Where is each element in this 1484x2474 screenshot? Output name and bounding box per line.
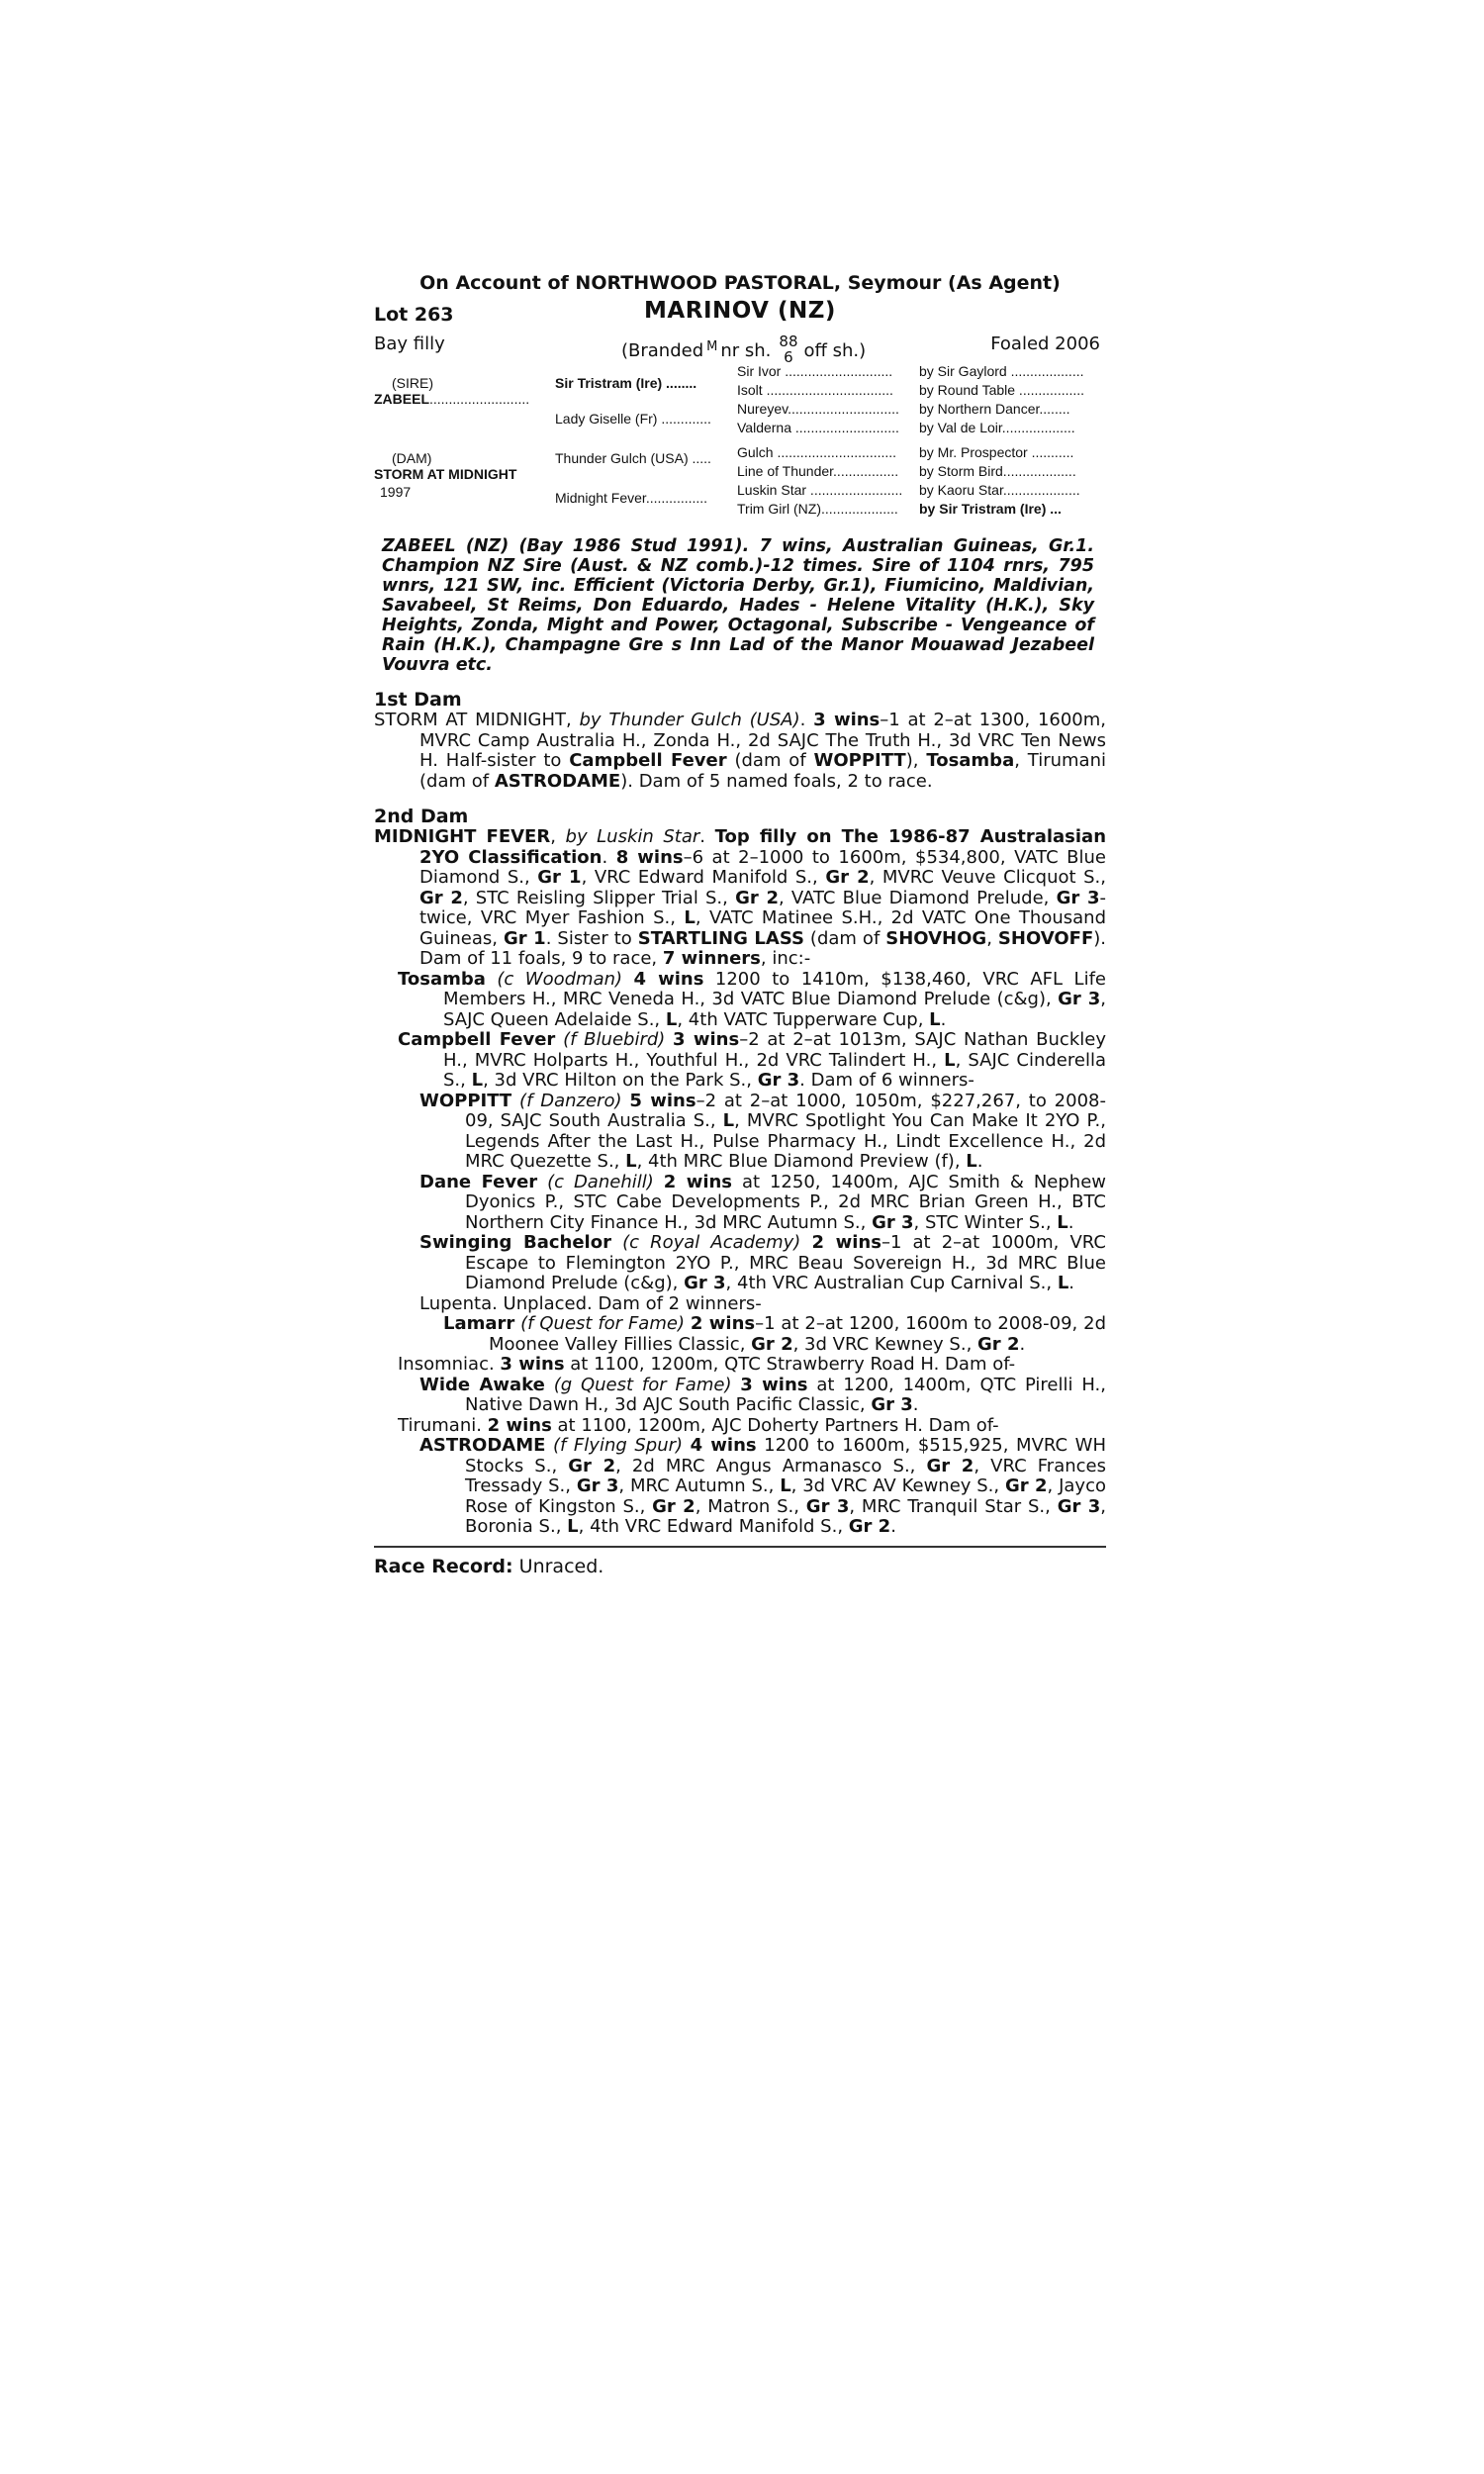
pedigree-gen3-item: Trim Girl (NZ).................... bbox=[737, 501, 898, 517]
catalogue-page bbox=[374, 272, 1106, 1577]
pedigree-gen2-item: Sir Tristram (Ire) ........ bbox=[555, 375, 697, 391]
sire-dots: .......................... bbox=[429, 391, 530, 407]
dam-label: (DAM) bbox=[392, 450, 432, 466]
sire-name-text: ZABEEL bbox=[374, 391, 429, 407]
race-record bbox=[374, 1556, 1106, 1577]
brand-row bbox=[374, 328, 1106, 366]
pedigree-gen4-item: by Northern Dancer........ bbox=[919, 401, 1070, 417]
brand-number bbox=[779, 333, 797, 365]
pedigree-gen4-item: by Val de Loir................... bbox=[919, 420, 1075, 435]
lot-number: Lot 263 bbox=[374, 304, 454, 326]
second-dam-entry: Lupenta. Unplaced. Dam of 2 winners- bbox=[419, 1292, 762, 1314]
pedigree-gen4-item: by Kaoru Star.................... bbox=[919, 482, 1080, 498]
brand-mark: M bbox=[706, 339, 718, 354]
horse-name: MARINOV (NZ) bbox=[644, 298, 836, 324]
pedigree-gen2-item: Lady Giselle (Fr) ............. bbox=[555, 411, 711, 427]
pedigree-gen3-item: Nureyev............................. bbox=[737, 401, 899, 417]
second-dam-entry: Dane Fever (c Danehill) 2 wins at 1250, 1400m, AJC Smith & Nephew Dyonics P., STC Cabe Developments P., 2d MRC Brian Green H., BTC Northern City Finance H., 3d MRC Autumn S., Gr 3, STC Winter S., L. bbox=[419, 1171, 1106, 1233]
agent-line: On Account of NORTHWOOD PASTORAL, Seymour (As Agent) bbox=[419, 272, 1061, 294]
second-dam-entry: Campbell Fever (f Bluebird) 3 wins–2 at 2–at 1013m, SAJC Nathan Buckley H., MVRC Holparts H., Youthful H., 2d VRC Talindert H., L, SAJC Cinderella S., L, 3d VRC Hilton on the Park S., Gr 3. Dam of 6 winners- bbox=[398, 1029, 1106, 1091]
pedigree-gen2-item: Midnight Fever................ bbox=[555, 490, 708, 506]
sire-label: (SIRE) bbox=[392, 375, 433, 391]
brand-suffix: off sh.) bbox=[803, 340, 867, 361]
second-dam-heading: 2nd Dam bbox=[374, 806, 469, 827]
sex-colour: Bay filly bbox=[374, 333, 445, 354]
brand-number-bottom: 6 bbox=[784, 348, 793, 366]
second-dam-entry: WOPPITT (f Danzero) 5 wins–2 at 2–at 1000, 1050m, $227,267, to 2008-09, SAJC South Australia S., L, MVRC Spotlight You Can Make It 2YO P., Legends After the Last H., Pulse Pharmacy H., Lindt Excellence H., 2d MRC Quezette S., L, 4th MRC Blue Diamond Preview (f), L. bbox=[419, 1090, 1106, 1172]
pedigree-gen3-item: Valderna ........................... bbox=[737, 420, 899, 435]
second-dam-list bbox=[374, 827, 1106, 1538]
pedigree-gen3-item: Isolt ................................. bbox=[737, 382, 893, 398]
divider bbox=[374, 1546, 1106, 1548]
pedigree-gen4-item: by Sir Tristram (Ire) ... bbox=[919, 501, 1062, 517]
pedigree-gen4-item: by Round Table ................. bbox=[919, 382, 1085, 398]
second-dam-entry: Tosamba (c Woodman) 4 wins 1200 to 1410m, $138,460, VRC AFL Life Members H., MRC Veneda H., 3d VATC Blue Diamond Prelude (c&g), Gr 3, SAJC Queen Adelaide S., L, 4th VATC Tupperware Cup, L. bbox=[398, 968, 1106, 1030]
dam-year: 1997 bbox=[380, 484, 412, 500]
pedigree-gen4-item: by Mr. Prospector ........... bbox=[919, 444, 1074, 460]
second-dam-entry: Swinging Bachelor (c Royal Academy) 2 wins–1 at 2–at 1000m, VRC Escape to Flemington 2YO P., MRC Beau Sovereign H., 3d MRC Blue Diamond Prelude (c&g), Gr 3, 4th VRC Australian Cup Carnival S., L. bbox=[419, 1232, 1106, 1293]
second-dam-entry: Lamarr (f Quest for Fame) 2 wins–1 at 2–at 1200, 1600m to 2008-09, 2d Moonee Valley Fillies Classic, Gr 2, 3d VRC Kewney S., Gr 2. bbox=[443, 1313, 1106, 1355]
second-dam-entry: Wide Awake (g Quest for Fame) 3 wins at 1200, 1400m, QTC Pirelli H., Native Dawn H., 3d AJC South Pacific Classic, Gr 3. bbox=[419, 1374, 1106, 1415]
brand-prefix: (Branded bbox=[621, 340, 704, 361]
sire-blurb: ZABEEL (NZ) (Bay 1986 Stud 1991). 7 wins, Australian Guineas, Gr.1. Champion NZ Sire (Aust. & NZ comb.)-12 times. Sire of 1104 rnrs, 795 wnrs, 121 SW, inc. Efficient (Victoria Derby, Gr.1), Fiumicino, Maldivian, Savabeel, St Reims, Don Eduardo, Hades - Helene Vitality (H.K.), Sky Heights, Zonda, Might and Power, Octagonal, Subscribe - Vengeance of Rain (H.K.), Champagne Gre s Inn Lad of the Manor Mouawad Jezabeel Vouvra etc. bbox=[382, 536, 1094, 675]
brand-description bbox=[621, 333, 866, 365]
race-record-label: Race Record: bbox=[374, 1555, 513, 1577]
brand-number-top: 88 bbox=[779, 333, 798, 350]
pedigree-gen3-item: Sir Ivor ............................ bbox=[737, 363, 893, 379]
pedigree-gen4-item: by Sir Gaylord ................... bbox=[919, 363, 1084, 379]
first-dam-heading: 1st Dam bbox=[374, 689, 462, 711]
second-dam-entry: ASTRODAME (f Flying Spur) 4 wins 1200 to 1600m, $515,925, MVRC WH Stocks S., Gr 2, 2d MRC Angus Armanasco S., Gr 2, VRC Frances Tressady S., Gr 3, MRC Autumn S., L, 3d VRC AV Kewney S., Gr 2, Jayco Rose of Kingston S., Gr 2, Matron S., Gr 3, MRC Tranquil Star S., Gr 3, Boronia S., L, 4th VRC Edward Manifold S., Gr 2. bbox=[419, 1435, 1106, 1537]
second-dam-entry: Tirumani. 2 wins at 1100, 1200m, AJC Doherty Partners H. Dam of- bbox=[398, 1414, 999, 1436]
pedigree-gen3-item: Luskin Star ........................ bbox=[737, 482, 903, 498]
second-dam-entry: MIDNIGHT FEVER, by Luskin Star. Top filly on The 1986-87 Australasian 2YO Classification. 8 wins–6 at 2–1000 to 1600m, $534,800, VATC Blue Diamond S., Gr 1, VRC Edward Manifold S., Gr 2, MVRC Veuve Clicquot S., Gr 2, STC Reisling Slipper Trial S., Gr 2, VATC Blue Diamond Prelude, Gr 3-twice, VRC Myer Fashion S., L, VATC Matinee S.H., 2d VATC One Thousand Guineas, Gr 1. Sister to STARTLING LASS (dam of SHOVHOG, SHOVOFF). Dam of 11 foals, 9 to race, 7 winners, inc:- bbox=[374, 826, 1107, 969]
title-row bbox=[374, 298, 1106, 328]
pedigree-gen4-item: by Storm Bird................... bbox=[919, 463, 1076, 479]
pedigree-table bbox=[374, 363, 1106, 526]
pedigree-gen2-item: Thunder Gulch (USA) ..... bbox=[555, 450, 711, 466]
pedigree-gen3-item: Line of Thunder................. bbox=[737, 463, 899, 479]
first-dam-text: STORM AT MIDNIGHT, by Thunder Gulch (USA). 3 wins–1 at 2–at 1300, 1600m, MVRC Camp Australia H., Zonda H., 2d SAJC The Truth H., 3d VRC Ten News H. Half-sister to Campbell Fever (dam of WOPPITT), Tosamba, Tirumani (dam of ASTRODAME). Dam of 5 named foals, 2 to race. bbox=[374, 710, 1107, 792]
foaled-year: Foaled 2006 bbox=[990, 333, 1100, 354]
sire-name bbox=[374, 391, 529, 407]
pedigree-gen3-item: Gulch ............................... bbox=[737, 444, 897, 460]
second-dam-entry: Insomniac. 3 wins at 1100, 1200m, QTC Strawberry Road H. Dam of- bbox=[398, 1354, 1016, 1375]
dam-name: STORM AT MIDNIGHT bbox=[374, 466, 517, 482]
race-record-value: Unraced. bbox=[518, 1555, 604, 1577]
brand-middle: nr sh. bbox=[720, 340, 772, 361]
